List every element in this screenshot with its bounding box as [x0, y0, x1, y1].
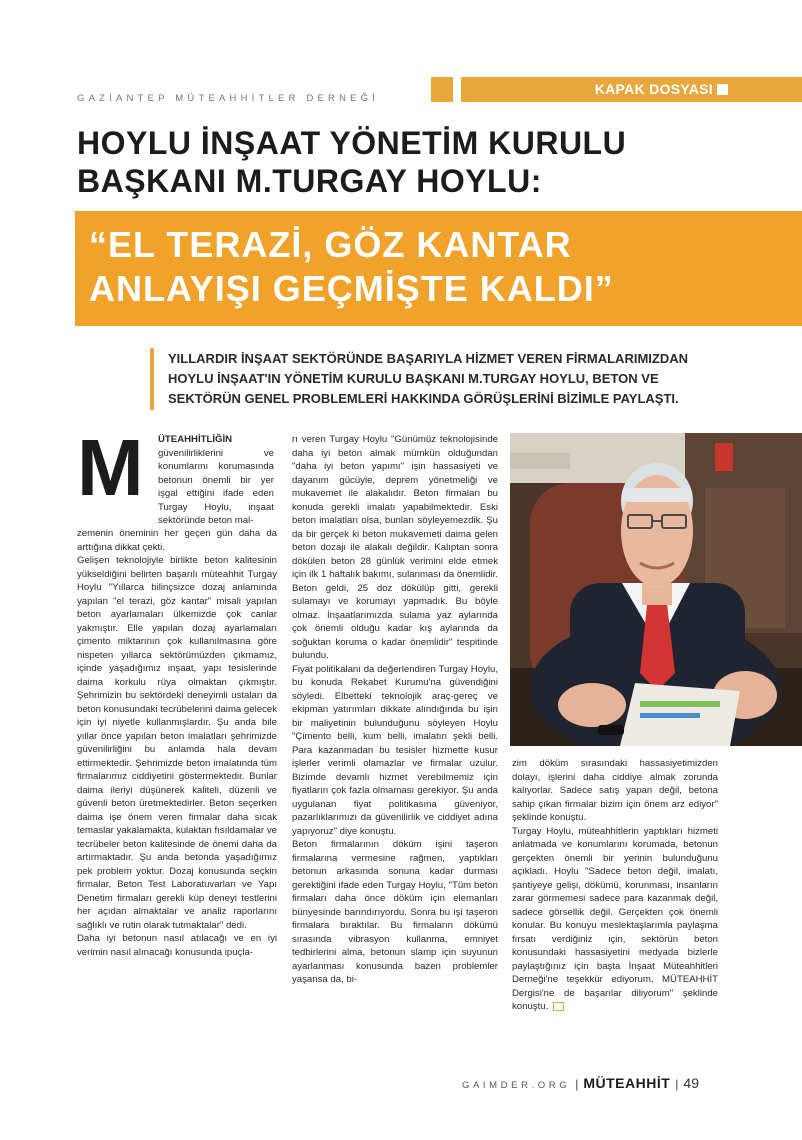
- header-accent-block: [431, 77, 453, 102]
- lead-line-3: SEKTÖRÜN GENEL PROBLEMLERİ HAKKINDA GÖRÜŞLERİNİ BİZİMLE PAYLAŞTI.: [168, 391, 679, 406]
- column-3: [512, 757, 718, 1014]
- col3-paragraph-2: [512, 825, 718, 1014]
- col1-paragraph-2: Gelişen teknolojiyle birlikte beton kalitesinin yükseldiğini belirten başarılı müteahhit Turgay Hoylu "Yıllarca bilinçsizce dozaj anlamında yapılan "el terazi, göz kantar" misali yapılan beton ayarlamaları ülkemizde çok canlar yakmıştır. Elle yapılan dozaj ayarlamaları çimento miktarının çok kullanılmasına göre nispeten yıllarca sektörümüzden çıkmamız, içinde yaşadığımız inşaat, yapı tesislerinde daima korkulu rüya olmaktan çıkmıştır. Şehrimizin bu sektördeki deneyimli ustaları da beton konusundaki tecrübelerini daima gelecek için iyi niyetle kullanmışlardır. Şu anda bile yıllar önce yapılan beton imalatları şehrimizde güvenilirliğini bu anlamda hala devam ettirmektedir. Şehrimizde beton imalatında tüm firmalarımız ciddiyetini göstermektedir. Bunlar daima ileriyi düşünerek kaliteli, düzenli ve güvenli beton üretmektedirler. Beton seçerken daima işe önem veren firmalar daha sıcak temaslar yakalamakta, kulaktan fısıldamalar ve tecrübeler beton kalitesinde de önemi daha da artırmaktadır. Şu anda betonda yaşadığımız pek problem yoktur. Dozaj konusunda seçkin firmalar, Beton Test Laboratuvarları ve Yapı Denetim firmaları gerekli küp deneyi testlerini her açıdan almaktalar ve analiz raporlarını sağlıklı ve rutin olarak tutmaktalar" dedi.: [77, 555, 277, 931]
- square-icon: [717, 84, 728, 95]
- quote-line-2: ANLAYIŞI GEÇMİŞTE KALDI”: [89, 268, 614, 309]
- end-mark-icon: [553, 1002, 564, 1011]
- header-organization: GAZİANTEP MÜTEAHHİTLER DERNEĞİ: [77, 93, 380, 104]
- col1-paragraph-3: Daha iyi betonun nasıl atılacağı ve en iyi verimin nasıl alınacağı konusunda ipuçla-: [77, 933, 277, 958]
- lead-paragraph: [168, 349, 688, 409]
- col2-paragraph-2: Fiyat politikalanı da değerlendiren Turgay Hoylu, bu konuda Rekabet Kurumu'na güvendiğini söyledi. Elbetteki teknolojik araç-gereç ve ekipman yatırımları dikkate alındığında bu işin bir maliyetinin bulunduğunu söyleyen Hoylu "Çimento belli, kum belli, imalatın şekli belli. Para kazanmadan bu tesisler hizmette kusur işlerler verimli olamazlar ve firmalar uzulur. Bizimde devamlı hizmet verebilmemiz için fiyatların çok fazla olmaması gerekiyor. Şu anda uygulanan fiyat politikasına güveniyor, pazarlıklarımızı da güvenilirlik ve ciddiyet adına yapıyoruz" diye konuştu.: [292, 663, 498, 837]
- column-2: [292, 433, 498, 987]
- lede-strong: ÜTEAHHİTLİĞİN: [158, 434, 233, 445]
- lead-line-1: YILLARDIR İNŞAAT SEKTÖRÜNDE BAŞARIYLA HİZMET VEREN FİRMALARIMIZDAN: [168, 351, 688, 366]
- lede-rest: güvenilirliklerini ve konumlarını korumasında betonun önemli bir yer işgal ettiğini ifade eden Turgay Hoylu, inşaat sektöründe beton mal-: [158, 447, 274, 526]
- footer-separator-2: |: [675, 1077, 679, 1091]
- page-number: 49: [683, 1075, 699, 1091]
- portrait-illustration: [510, 433, 802, 746]
- col1-paragraph-1: zemenin öneminin her geçen gün daha da arttığına dikkat çekti.: [77, 528, 277, 553]
- title-line-2: BAŞKANI M.TURGAY HOYLU:: [77, 163, 542, 199]
- page-footer: [462, 1075, 699, 1091]
- lead-accent-bar: [150, 348, 154, 410]
- lede-text: [158, 433, 274, 528]
- footer-separator: |: [575, 1077, 579, 1091]
- footer-site: GAIMDER.ORG: [462, 1080, 571, 1091]
- col3-paragraph-1: zim döküm sırasındaki hassasiyetimizden dolayı, işlerini daha ciddiye almak zorunda kalıyorlar. Sadece satış yapan değil, betona sahip çıkan firmalar bizim için önem arz ediyor" şeklinde konuştu.: [512, 758, 718, 823]
- col3-paragraph-2-text: Turgay Hoylu, müteahhitlerin yaptıkları hizmeti anlatmada ve konumlarını korumada, betonun gerçekten önemli bir yerinin bulunduğunu açıkladı. Hoylu "Sadece beton değil, imalatı, şantiyeye gelişi, dökümü, korunması, insanların zarar görmemesi sadece para kazanmak değil, sadece görsellik değil. Gerçekten çok önemli konular. Bu konuyu meslektaşlarımla paylaşma fırsatı verdiğiniz için, sektörün beton konusundaki hassasiyetini medyada bizlerle paylaştığınız için başta İnşaat Müteahhitleri Derneği'ne teşekkür ediyorum, MÜTEAHHİT Dergisi'ne de başarılar diliyorum" şeklinde konuştu.: [512, 825, 718, 1012]
- quote-line-1: “EL TERAZİ, GÖZ KANTAR: [89, 224, 572, 265]
- drop-cap: M: [77, 423, 144, 512]
- lead-line-2: HOYLU İNŞAAT'IN YÖNETİM KURULU BAŞKANI M.TURGAY HOYLU, BETON VE: [168, 371, 659, 386]
- article-title: [77, 124, 626, 200]
- section-banner: [461, 77, 802, 102]
- footer-brand: MÜTEAHHİT: [583, 1075, 671, 1091]
- portrait-photo: [510, 433, 802, 746]
- column-1: [77, 527, 277, 959]
- title-line-1: HOYLU İNŞAAT YÖNETİM KURULU: [77, 125, 627, 161]
- col2-paragraph-3: Beton firmalarının döküm işini taşeron firmalarına vermesine rağmen, yaptıkları betonun arkasında sonuna kadar durması gerektiğini ifade eden Turgay Hoylu, "Tüm beton firmaları daha önce döküm için elemanları bünyesinde barındırıyordu. Sonra bu işi taşeron firmalara bıraktılar. Bu firmaların dökümü sırasında vibrasyon kullanma, emniyet tedbirlerini alma, betonun slamp için suyunun ayarlanması konusunda bazen problemler yaşansa da, bi-: [292, 839, 498, 985]
- quote-banner: [75, 211, 802, 326]
- headline-quote: [89, 223, 614, 311]
- col2-paragraph-1: rı veren Turgay Hoylu "Günümüz teknolojisinde daha iyi beton almak mümkün olduğundan "daha iyi beton yapımı" işin hassasiyeti ve dayanım gücüyle, deprem yönetmeliği ve mukavemet ile alakalıdır. Beton firmaları bu konuda gerekli imalatı yapabilmektedir. Eski beton imalatları olsa, bunları söyleyemezdik. Şu da bir gerçek ki beton mukavemeti daima gelen beton dozajı ile alakalı değildir. Kalıptan sonra dökülen beton 28 günlük verimini elde etmek için ilk 1 haftalık bakımı, sulanması da önemlidir. Beton geldi, 25 doz dökülüp gitti, gerekli sulamayı ve korumayı yapmadık. Bu böyle olmaz. İnşaatlarımızda sulama yaz aylarında çok önemli olduğu kadar kış aylarında da soğuktan koruma o kadar önemlidir" tespitinde bulundu.: [292, 434, 498, 661]
- section-label: KAPAK DOSYASI: [594, 81, 713, 97]
